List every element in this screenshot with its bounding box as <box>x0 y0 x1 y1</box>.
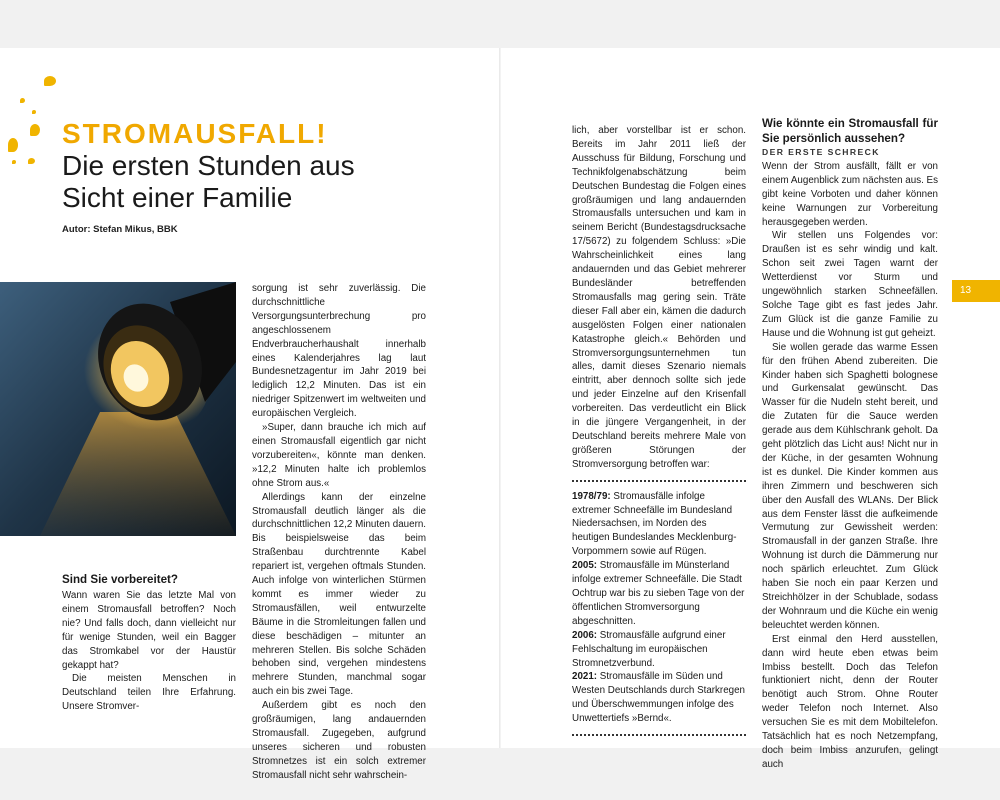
paragraph: lich, aber vorstellbar ist er schon. Bereits im Jahr 2011 ließ der Ausschuss für Bildung, Forschung und Technikfolgenabschätzung beim Deutschen Bundestag die Folgen eines großräumigen und lang andauernden Stromausfalls untersuchen und kam in seinem Bericht (Bundestagsdrucksache 17/5672) zu folgendem Schluss: »Die Wahrscheinlichkeit eines lang andauernden und das Gebiet mehrerer Bundesländer betreffenden Stromausfalls mag gering sein. Träte dieser Fall aber ein, kämen die dadurch ausgelösten Folgen einer nationalen Katastrophe gleich.« Behörden und Stromversorgungsunternehmen tun alles, damit dieses Szenario niemals eintritt, aber dennoch sollte sich jede und jeder Einzelne auf den Krisenfall vorbereiten. Das verdeutlicht ein Blick in die jüngere Vergangenheit, in der Deutschland bereits mehrere Male von größeren Störungen der Stromversorgung betroffen war: <box>572 125 746 470</box>
timeline-entry <box>572 559 746 629</box>
section-heading: Wie könnte ein Stromausfall für Sie persönlich aussehen? <box>762 117 938 145</box>
paragraph: Wir stellen uns Folgendes vor: Draußen ist es sehr windig und kalt. Schon seit zwei Tagen warnt der Wetterdienst vor Sturm und ungewöhnlich starken Schneefällen. Solche Tage gibt es fast jedes Jahr. Zum Glück ist die ganze Familie zu Hause und die Wohnung ist gut geheizt. <box>762 230 938 339</box>
flashlight-photo <box>0 282 236 536</box>
paragraph: Die meisten Menschen in Deutschland teilen Ihre Erfahrung. Unsere Stromver- <box>62 673 236 713</box>
timeline-text: Stromausfälle im Süden und Westen Deutschlands durch Starkregen und Überschwemmungen infolge des Unwettertiefs »Bernd«. <box>572 671 745 725</box>
article-headline: Die ersten Stunden aus Sicht einer Familie <box>62 150 355 213</box>
flashlight-icon <box>0 282 236 536</box>
article-kicker: STROMAUSFALL! <box>62 118 328 149</box>
paragraph: Erst einmal den Herd ausstellen, dann wird heute eben etwas beim Imbiss bestellt. Doch das Telefon funktioniert nicht, denn der Router benötigt auch Strom. Ohne Router weder Telefon noch Internet. Also versuchen Sie es mit dem Mobiltelefon. Tatsächlich hat es noch Netzempfang, doch beim Imbiss anzurufen, gelingt auch <box>762 633 938 770</box>
divider <box>572 734 746 736</box>
timeline-year: 2006: <box>572 629 598 641</box>
paragraph: »Super, dann brauche ich mich auf einen Stromausfall eigentlich gar nicht vorzubereiten«, könnte man denken. »12,2 Minuten halte ich problemlos ohne Strom aus.« <box>252 422 426 489</box>
column-2 <box>252 282 426 783</box>
timeline-text: Stromausfälle im Münsterland infolge extremer Schneefälle. Die Stadt Ochtrup war bis zu sieben Tage von der öffentlichen Stromversorgung abgeschnitten. <box>572 560 745 627</box>
column-3 <box>572 124 746 736</box>
timeline-text: Stromausfälle aufgrund einer Fehlschaltung im europäischen Stromnetzverbund. <box>572 629 726 669</box>
timeline-entry <box>572 670 746 726</box>
timeline-year: 1978/79: <box>572 490 611 502</box>
timeline-entry <box>572 629 746 671</box>
page-number-tab <box>952 280 1000 302</box>
timeline-year: 2021: <box>572 671 598 683</box>
column-1 <box>62 572 236 714</box>
paragraph: Außerdem gibt es noch den großräumigen, lang andauernden Stromausfall. Zugegeben, aufgrund unseres sicheren und robusten Stromnetzes ist ein solch extremer Stromausfall nicht sehr wahrschein- <box>252 700 426 781</box>
column-4 <box>762 116 938 772</box>
paragraph: Allerdings kann der einzelne Stromausfall deutlich länger als die durchschnittlichen 12,2 Minuten dauern. Bis beispielsweise das beim Straßenbau durchtrennte Kabel repariert ist, vergehen oftmals Stunden. Auch infolge von winterlichen Stürmen kommt es immer wieder zu Stromausfällen, weil entwurzelte Bäume in die Stromleitungen fallen und diese beschädigen – mitunter an mehreren Stellen. Bis solche Schäden behoben sind, vergehen mindestens mehrere Stunden, manchmal sogar auch ein bis zwei Tage. <box>252 491 426 698</box>
paragraph: Sie wollen gerade das warme Essen für den frühen Abend zubereiten. Die Kinder haben sich Spaghetti bolognese und Gurkensalat gewünscht. Das Wasser für die Nudeln steht bereit, und die Zutaten für die Sauce werden gerade aus dem Kühlschrank geholt. Da geht plötzlich das Licht aus! Nicht nur in der Küche, in der gesamten Wohnung ist es dunkel. Die Kinder kommen aus ihren Zimmern und beschweren sich über den Ausfall des WLANs. Der Blick aus dem Fenster lässt die aufkeimende Vermutung zur Gewissheit werden: Stromausfall in der ganzen Straße. Ihre Wohnung ist durch die Dämmerung nur noch spärlich erleuchtet. Zum Glück haben Sie noch ein paar Kerzen und Streichhölzer in der Schublade, sodass der Wohnraum und die Küche ein wenig beleuchtet werden können. <box>762 341 938 631</box>
page-number: 13 <box>960 285 972 296</box>
timeline-entry <box>572 490 746 560</box>
paragraph: sorgung ist sehr zuverlässig. Die durchschnittliche Versorgungsunterbrechung pro angeschlossenem Endverbraucherhaushalt innerhalb eines Kalenderjahres lag laut Bundesnetzagentur im Jahr 2019 bei lediglich 12,2 Minuten. Das ist ein niedriger Spitzenwert im weltweiten und europäischen Vergleich. <box>252 283 426 420</box>
section-subheading: DER ERSTE SCHRECK <box>762 147 880 157</box>
paragraph: Wenn der Strom ausfällt, fällt er von einem Augenblick zum nächsten aus. Es gibt keine Vorboten und daher können keine Warnungen zur Vorbereitung herausgegeben werden. <box>762 160 938 228</box>
section-heading: Sind Sie vorbereitet? <box>62 573 178 586</box>
timeline-text: Stromausfälle infolge extremer Schneefälle im Bundesland Niedersachsen, im Norden des heutigen Bundeslandes Mecklenburg-Vorpommern sowie auf Rügen. <box>572 490 737 558</box>
divider <box>572 480 746 482</box>
page-fold <box>499 48 501 748</box>
timeline-box <box>572 490 746 726</box>
article-author: Autor: Stefan Mikus, BBK <box>62 224 178 235</box>
timeline-year: 2005: <box>572 560 598 572</box>
paragraph: Wann waren Sie das letzte Mal von einem Stromausfall betroffen? Noch nie? Und falls doch, dann vielleicht nur für wenige Stunden, weil ein Bagger das Stromkabel vor der Haustür gekappt hat? <box>62 590 236 671</box>
